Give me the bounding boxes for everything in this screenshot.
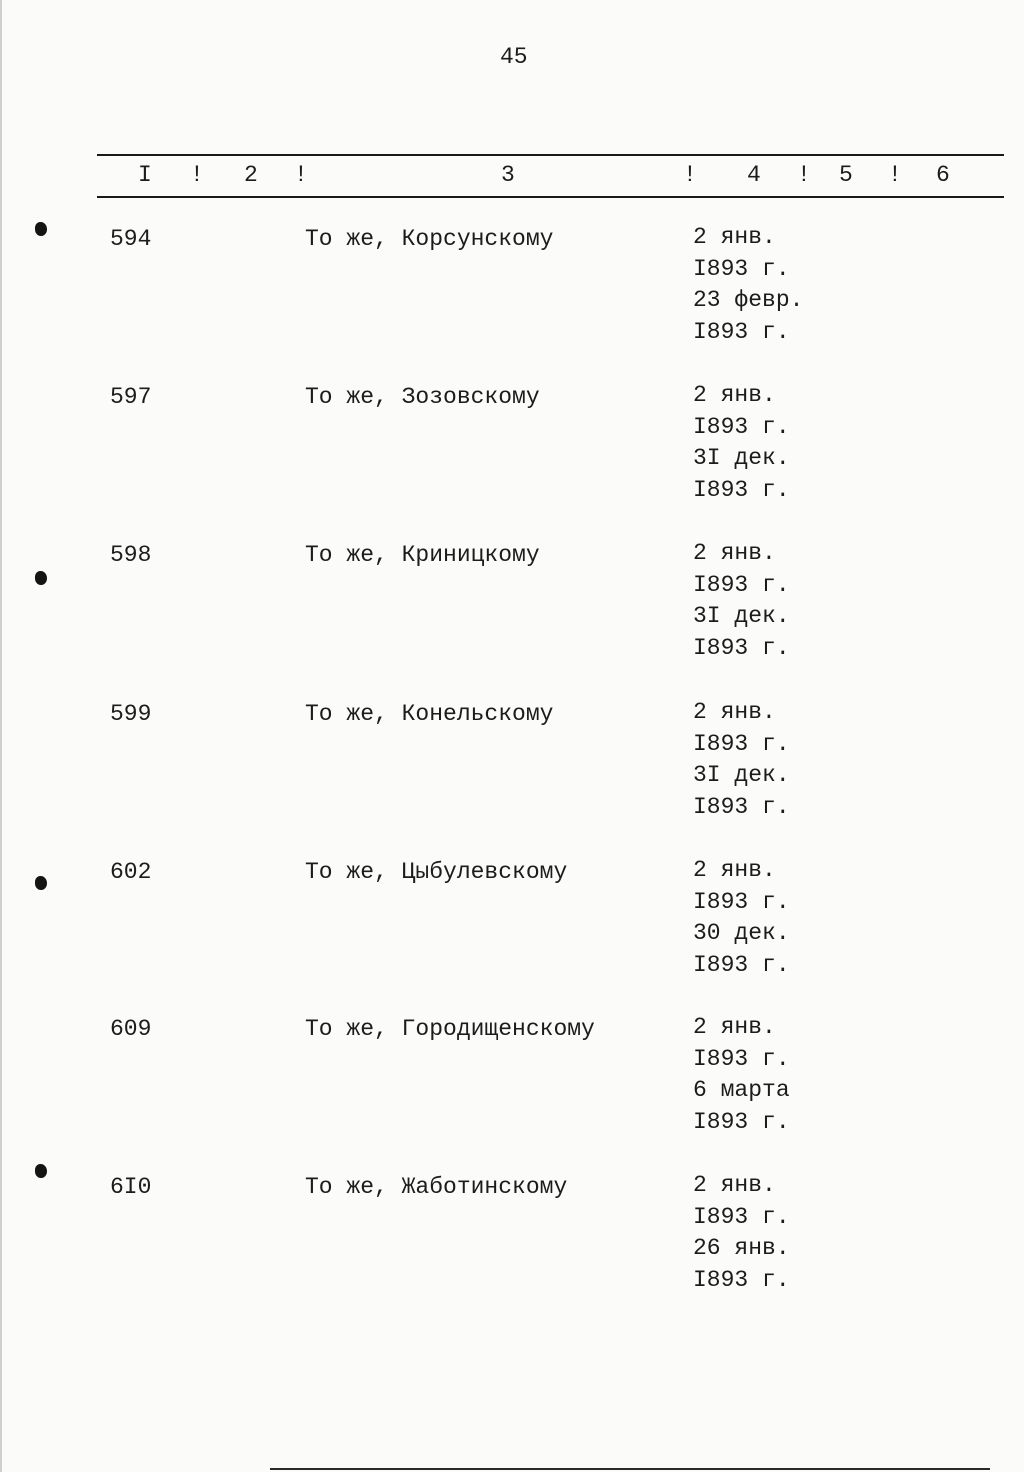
date-end: 3I дек.	[693, 762, 790, 788]
table-row	[0, 859, 1024, 1009]
year-start: I893 г.	[693, 1203, 790, 1230]
year-start: I893 г.	[693, 571, 790, 598]
year-start: I893 г.	[693, 255, 790, 282]
row-number: 6I0	[110, 1174, 152, 1200]
row-number: 594	[110, 226, 152, 252]
row-title: То же, Конельскому	[305, 701, 554, 727]
table-row	[0, 1016, 1024, 1166]
row-title: То же, Зозовскому	[305, 384, 540, 410]
page-number: 45	[500, 44, 528, 70]
date-end: 26 янв.	[693, 1235, 790, 1261]
row-title: То же, Цыбулевскому	[305, 859, 568, 885]
date-start: 2 янв.	[693, 1014, 776, 1040]
year-end: I893 г.	[693, 1266, 790, 1293]
row-title: То же, Криницкому	[305, 542, 540, 568]
header-separator: !	[294, 162, 308, 188]
table-header-bottom-rule	[97, 196, 1004, 198]
row-dates	[693, 855, 790, 981]
row-number: 602	[110, 859, 152, 885]
table-row	[0, 701, 1024, 851]
date-start: 2 янв.	[693, 857, 776, 883]
year-start: I893 г.	[693, 888, 790, 915]
table-row	[0, 542, 1024, 692]
row-number: 598	[110, 542, 152, 568]
row-number: 599	[110, 701, 152, 727]
row-dates	[693, 1012, 790, 1138]
year-end: I893 г.	[693, 1108, 790, 1135]
table-row	[0, 1174, 1024, 1324]
date-start: 2 янв.	[693, 540, 776, 566]
header-col-1: I	[138, 162, 152, 188]
row-dates	[693, 1170, 790, 1296]
year-start: I893 г.	[693, 730, 790, 757]
year-end: I893 г.	[693, 476, 790, 503]
date-start: 2 янв.	[693, 1172, 776, 1198]
footer-rule	[270, 1468, 990, 1470]
year-start: I893 г.	[693, 1045, 790, 1072]
header-col-5: 5	[839, 162, 853, 188]
row-number: 597	[110, 384, 152, 410]
year-end: I893 г.	[693, 318, 790, 345]
date-end: 6 марта	[693, 1077, 790, 1103]
date-end: 23 февр.	[693, 287, 804, 313]
header-separator: !	[683, 162, 697, 188]
date-start: 2 янв.	[693, 224, 776, 250]
header-separator: !	[888, 162, 902, 188]
header-col-2: 2	[244, 162, 258, 188]
header-col-4: 4	[747, 162, 761, 188]
row-title: То же, Корсунскому	[305, 226, 554, 252]
date-end: 3I дек.	[693, 445, 790, 471]
date-start: 2 янв.	[693, 382, 776, 408]
row-title: То же, Городищенскому	[305, 1016, 595, 1042]
row-dates	[693, 222, 803, 348]
row-dates	[693, 697, 790, 823]
row-number: 609	[110, 1016, 152, 1042]
row-title: То же, Жаботинскому	[305, 1174, 568, 1200]
table-row	[0, 226, 1024, 376]
table-top-rule	[97, 154, 1004, 156]
year-end: I893 г.	[693, 951, 790, 978]
year-start: I893 г.	[693, 413, 790, 440]
year-end: I893 г.	[693, 634, 790, 661]
date-end: 3I дек.	[693, 603, 790, 629]
date-start: 2 янв.	[693, 699, 776, 725]
year-end: I893 г.	[693, 793, 790, 820]
row-dates	[693, 538, 790, 664]
row-dates	[693, 380, 790, 506]
header-separator: !	[190, 162, 204, 188]
date-end: 30 дек.	[693, 920, 790, 946]
table-row	[0, 384, 1024, 534]
header-col-6: 6	[936, 162, 950, 188]
header-separator: !	[797, 162, 811, 188]
header-col-3: 3	[501, 162, 515, 188]
